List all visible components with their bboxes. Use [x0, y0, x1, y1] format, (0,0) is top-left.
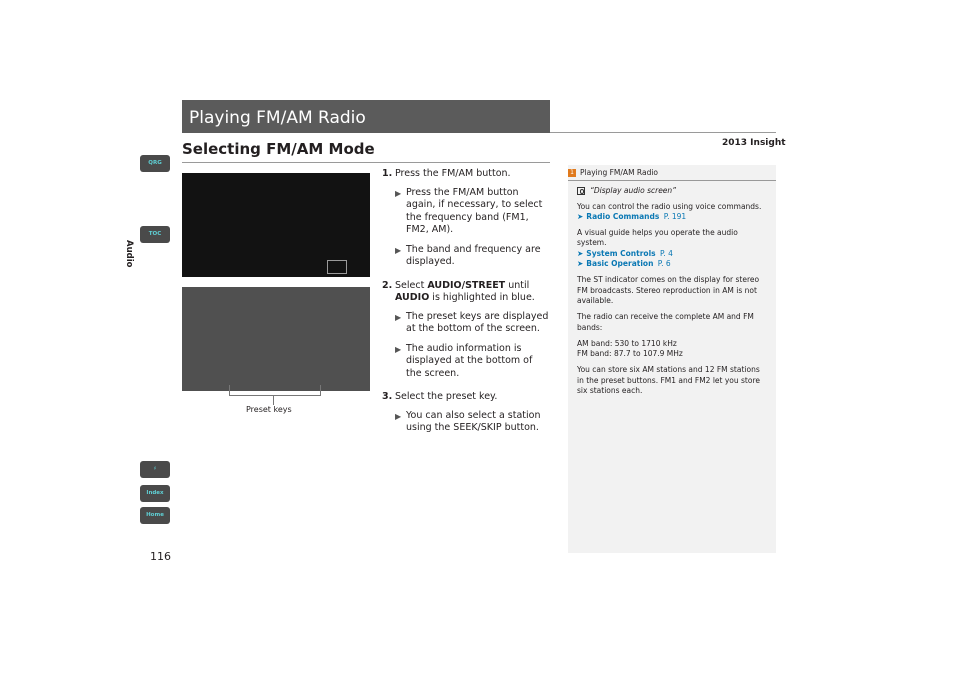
voice-command-icon — [577, 187, 585, 195]
triangle-bullet-icon: ▶ — [395, 245, 402, 255]
index-tab[interactable]: Index — [140, 485, 170, 502]
screen-frame-icon — [327, 260, 347, 274]
note-number-badge: 1 — [568, 169, 576, 177]
audio-screen-image — [182, 173, 370, 277]
voice-tab[interactable] — [140, 461, 170, 478]
model-name: 2013 Insight — [722, 138, 786, 148]
sidebar-title: Playing FM/AM Radio — [580, 168, 658, 177]
step-text: Select AUDIO/STREET until AUDIO is highlighted in blue. — [395, 279, 535, 303]
step-number: 2. — [382, 279, 393, 291]
step-result — [382, 187, 550, 237]
step-number: 1. — [382, 168, 393, 179]
chapter-title: Playing FM/AM Radio — [189, 108, 366, 128]
triangle-bullet-icon: ▶ — [395, 411, 402, 421]
page-number: 116 — [150, 550, 171, 563]
step-result-text: You can also select a station using the SEEK/SKIP button. — [406, 409, 541, 433]
step-result-text: The band and frequency are displayed. — [406, 243, 541, 267]
system-controls-link[interactable]: ➤ System Controls P. 4 — [577, 248, 673, 258]
triangle-bullet-icon: ▶ — [395, 344, 402, 354]
step-result — [382, 410, 550, 435]
preset-keys-leader — [273, 395, 274, 405]
qrg-tab[interactable]: QRG — [140, 155, 170, 172]
step-result — [382, 311, 550, 336]
audio-street-label: AUDIO/STREET — [427, 279, 506, 291]
link-arrow-icon: ➤ — [577, 211, 584, 221]
link-arrow-icon: ➤ — [577, 248, 584, 258]
note-paragraph: You can store six AM stations and 12 FM stations in the preset buttons. FM1 and FM2 let you store six stations each. — [577, 365, 760, 396]
step-number: 3. — [382, 391, 393, 402]
step-text: Select the preset key. — [395, 391, 498, 402]
basic-operation-link[interactable]: ➤ Basic Operation P. 6 — [577, 259, 671, 269]
toc-tab[interactable]: TOC — [140, 226, 170, 243]
microphone-icon: ♯ — [153, 466, 157, 472]
link-arrow-icon: ➤ — [577, 259, 584, 269]
step-result-text: Press the FM/AM button again, if necessary, to select the frequency band (FM1, FM2, AM). — [406, 186, 543, 235]
step-text: Press the FM/AM button. — [395, 168, 511, 179]
preset-screen-image — [182, 287, 370, 391]
sidebar-header — [568, 168, 776, 181]
note-paragraph: A visual guide helps you operate the audio system. ➤ System Controls P. 4 ➤ Basic Operation P. 6 — [577, 228, 767, 269]
step-3 — [382, 391, 550, 404]
section-title: Selecting FM/AM Mode — [182, 140, 375, 158]
step-result — [382, 244, 550, 269]
header-rule — [550, 132, 776, 133]
chapter-side-label: Audio — [124, 240, 134, 268]
voice-command — [577, 186, 767, 196]
triangle-bullet-icon: ▶ — [395, 312, 402, 322]
step-1 — [382, 168, 550, 181]
note-paragraph — [577, 339, 767, 360]
procedure-steps — [382, 168, 550, 442]
note-paragraph: You can control the radio using voice commands. ➤ Radio Commands P. 191 — [577, 202, 767, 223]
am-band: AM band: 530 to 1710 kHz — [577, 338, 677, 348]
note-paragraph: The ST indicator comes on the display for stereo FM broadcasts. Stereo reproduction in AM is not available. — [577, 275, 760, 305]
radio-commands-link[interactable]: ➤ Radio Commands P. 191 — [577, 211, 687, 221]
triangle-bullet-icon: ▶ — [395, 188, 402, 198]
step-result-text: The preset keys are displayed at the bottom of the screen. — [406, 310, 549, 334]
note-paragraph: The radio can receive the complete AM and FM bands: — [577, 312, 754, 332]
notes-sidebar — [568, 165, 776, 553]
figure-caption: Preset keys — [246, 405, 292, 414]
voice-command-text: “Display audio screen” — [590, 186, 677, 196]
home-tab[interactable]: Home — [140, 507, 170, 524]
preset-keys-bracket — [229, 385, 321, 396]
step-result — [382, 343, 550, 381]
chapter-title-bar — [182, 100, 550, 133]
step-result-text: The audio information is displayed at the bottom of the screen. — [406, 342, 533, 379]
fm-band: FM band: 87.7 to 107.9 MHz — [577, 349, 683, 359]
section-rule — [182, 162, 550, 163]
step-2 — [382, 280, 550, 305]
audio-label: AUDIO — [395, 292, 430, 303]
